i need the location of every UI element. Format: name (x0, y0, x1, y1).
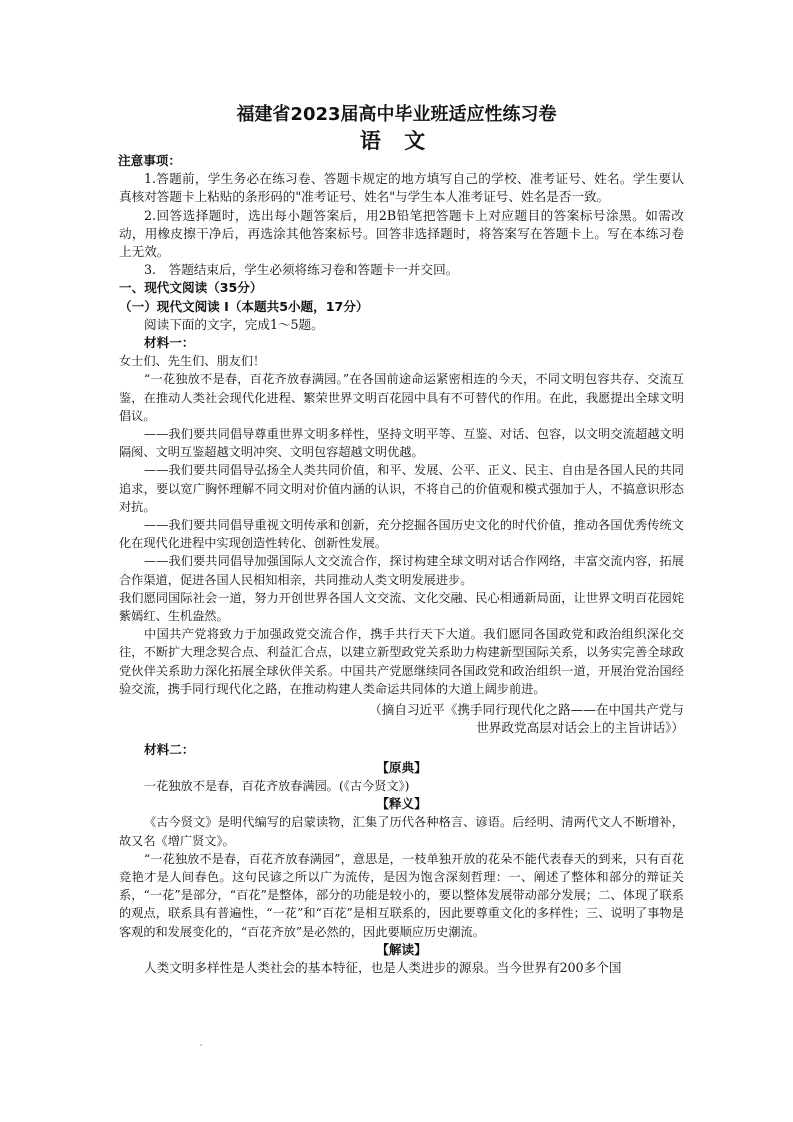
speech-paragraph: ——我们要共同倡导弘扬全人类共同价值，和平、发展、公平、正义、民主、自由是各国人民的共同追求，要以宽广胸怀理解不同文明对价值内涵的认识，不将自己的价值观和模式强加于人，不搞意识形态对抗。 (119, 463, 684, 514)
speech-paragraph: ——我们要共同倡导尊重世界文明多样性，坚持文明平等、互鉴、对话、包容，以文明交流超越文明隔阂、文明互鉴超越文明冲突、文明包容超越文明优越。 (119, 427, 684, 460)
subject-title: 语 文 (359, 129, 434, 153)
section-1-sub-title: （一）现代文阅读 I（本题共5小题，17分） (119, 298, 369, 314)
speech-paragraph: 中国共产党将致力于加强政党交流合作，携手共行天下大道。我们愿同各国政党和政治组织深化交往，不断扩大理念契合点、利益汇合点，以建立新型政党关系助力构建新型国际关系，以务实完善全球政党伙伴关系助力深化拓展全球伙伴关系。中国共产党愿继续同各国政党和政治组织一道，开展治党治国经验交流，携手同行现代化之路，在推动构建人类命运共同体的大道上阔步前进。 (119, 627, 684, 696)
interpretation-heading: 【解读】 (376, 941, 427, 957)
interpretation-paragraph: 人类文明多样性是人类社会的基本特征，也是人类进步的源泉。当今世界有200多个国 (144, 959, 622, 975)
section-1-title: 一、现代文阅读（35分） (119, 280, 263, 296)
original-text: 一花独放不是春，百花齐放春满园。(《古今贤文》) (144, 778, 410, 793)
material-1-text (119, 352, 684, 698)
notice-item-2: 2.回答选择题时，选出每小题答案后，用2B铅笔把答题卡上对应题目的答案标号涂黑。如需改动，用橡皮擦干净后，再选涂其他答案标号。回答非选择题时，将答案写在答题卡上。写在本练习卷上无效。 (119, 207, 684, 260)
exam-body (119, 152, 684, 977)
explanation-text (119, 813, 684, 940)
speech-paragraph: 我们愿同国际社会一道，努力开创世界各国人文交流、文化交融、民心相通新局面，让世界文明百花园姹紫嫣红、生机盎然。 (119, 590, 684, 624)
explanation-paragraph: “一花独放不是春，百花齐放春满园”，意思是，一枝单独开放的花朵不能代表春天的到来，只有百花竞艳才是人间春色。这句民谚之所以广为流传，是因为饱含深刻哲理：一、阐述了整体和部分的辩证关系，“一花”是部分，“百花”是整体，部分的功能是较小的，要以整体发展带动部分发展；二、体现了联系的观点，联系具有普遍性，“一花”和“百花”是相互联系的，因此要尊重文化的多样性；三、说明了事物是客观的和发展变化的，“百花齐放”是必然的，因此要顺应历史潮流。 (119, 851, 684, 939)
reading-instruction: 阅读下面的文字，完成1～5题。 (144, 316, 324, 332)
page-speck (200, 1044, 202, 1046)
notice-heading: 注意事项： (118, 153, 181, 168)
notice-item-1: 1.答题前，学生务必在练习卷、答题卡规定的地方填写自己的学校、准考证号、姓名。学生要认真核对答题卡上粘贴的条形码的"准考证号、姓名"与学生本人准考证号、姓名是否一致。 (119, 171, 684, 205)
speech-paragraph: ——我们要共同倡导加强国际人文交流合作，探讨构建全球文明对话合作网络，丰富交流内容，拓展合作渠道，促进各国人民相知相亲，共同推动人类文明发展进步。 (119, 554, 684, 587)
material-1-source-line-1: （摘自习近平《携手同行现代化之路——在中国共产党与 (369, 702, 684, 718)
material-1-label: 材料一： (144, 335, 195, 351)
explanation-paragraph: 《古今贤文》是明代编写的启蒙读物，汇集了历代各种格言、谚语。后经明、清两代文人不断增补，故又名《增广贤文》。 (119, 815, 684, 848)
notice-item-3: 3. 答题结束后，学生必须将练习卷和答题卡一并交回。 (144, 262, 459, 278)
original-heading: 【原典】 (376, 759, 427, 775)
material-1-source-line-2: 世界政党高层对话会上的主旨讲话》） (476, 720, 684, 736)
speech-greeting: 女士们、先生们、朋友们！ (119, 354, 266, 369)
exam-title: 福建省2023届高中毕业班适应性练习卷 (236, 104, 557, 125)
explanation-heading: 【释义】 (376, 796, 427, 812)
speech-paragraph: “一花独放不是春，百花齐放春满园。”在各国前途命运紧密相连的今天，不同文明包容共存、交流互鉴，在推动人类社会现代化进程、繁荣世界文明百花园中具有不可替代的作用。在此，我愿提出全球文明倡议。 (119, 372, 684, 423)
speech-paragraph: ——我们要共同倡导重视文明传承和创新，充分挖掘各国历史文化的时代价值，推动各国优秀传统文化在现代化进程中实现创造性转化、创新性发展。 (119, 518, 684, 551)
material-2-label: 材料二： (144, 741, 195, 757)
